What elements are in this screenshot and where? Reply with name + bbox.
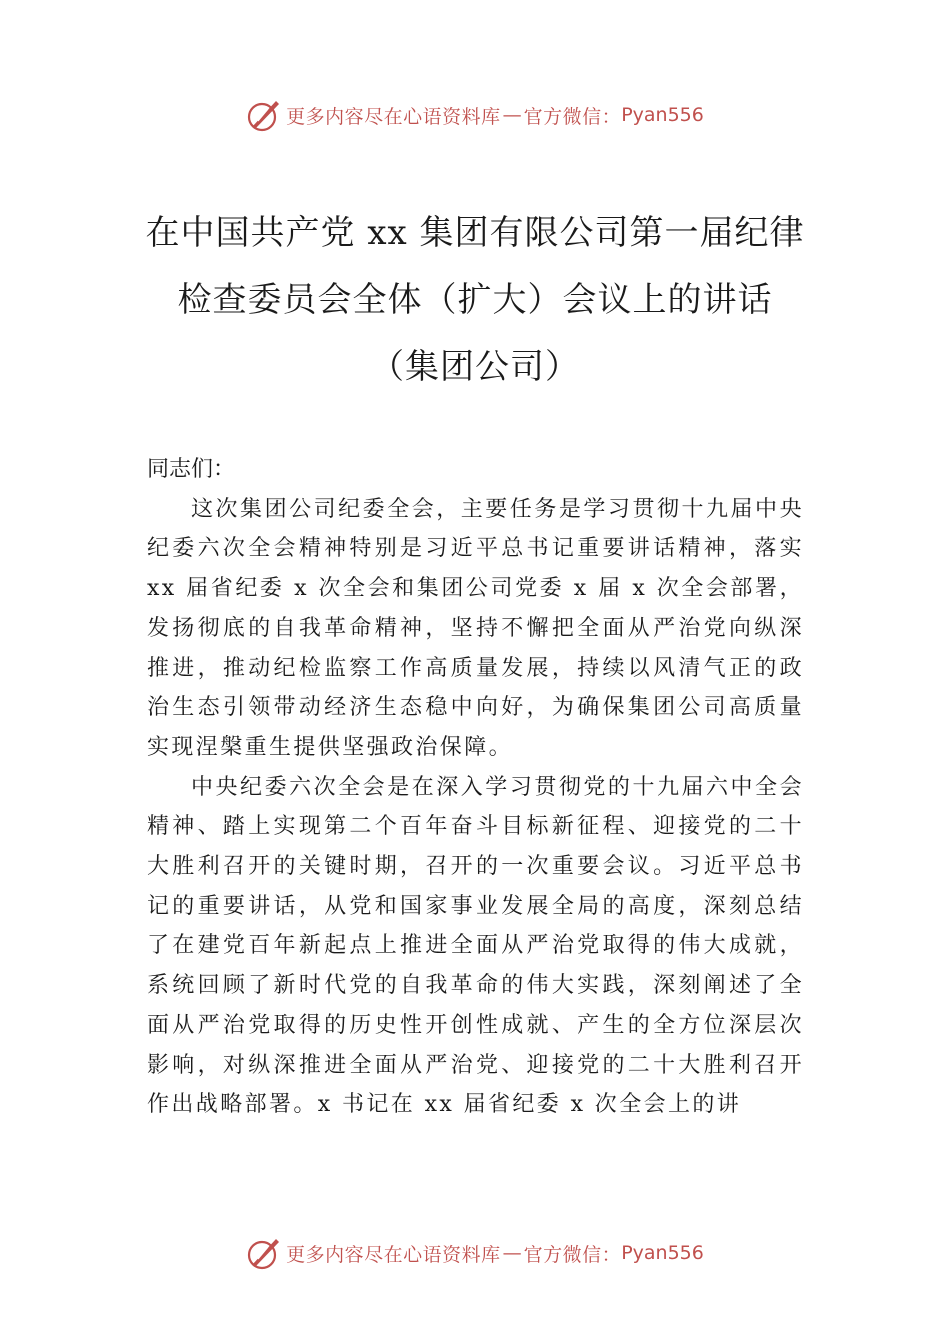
document-title: [100, 200, 850, 401]
document-body: [147, 450, 804, 1125]
banner-label: 官方微信：: [523, 1243, 622, 1266]
quill-logo-icon: [246, 97, 282, 133]
title-line-2: 检查委员会全体（扩大）会议上的讲话: [177, 280, 773, 320]
title-line-1: 在中国共产党 xx 集团有限公司第一届纪律: [145, 213, 805, 253]
banner-wechat-id: Pyan556: [621, 1242, 704, 1264]
quill-logo-icon: [246, 1235, 282, 1271]
title-line-3: （集团公司）: [370, 347, 580, 387]
banner-dash: —: [502, 104, 522, 126]
paragraph-1: 这次集团公司纪委全会，主要任务是学习贯彻十九届中央纪委六次全会精神特别是习近平总书记重要讲话精神，落实 xx 届省纪委 x 次全会和集团公司党委 x 届 x 次全会部署， 发扬彻底的自我革命精神，坚持不懈把全面从严治党向纵深推进，推动纪检监察工作高质量发展，持续以风清气正的政治生态引领带动经济生态稳中向好，为确保集团公司高质量实现涅槃重生提供坚强政治保障。: [147, 496, 804, 760]
paragraph-2: 中央纪委六次全会是在深入学习贯彻党的十九届六中全会精神、踏上实现第二个百年奋斗目标新征程、迎接党的二十大胜利召开的关键时期，召开的一次重要会议。习近平总书记的重要讲话，从党和国家事业发展全局的高度，深刻总结了在建党百年新起点上推进全面从严治党取得的伟大成就，系统回顾了新时代党的自我革命的伟大实践，深刻阐述了全面从严治党取得的历史性开创性成就、产生的全方位深层次影响，对纵深推进全面从严治党、迎接党的二十大胜利召开作出战略部署。x 书记在 xx 届省纪委 x 次全会上的讲: [147, 774, 804, 1118]
salutation: 同志们：: [147, 457, 236, 482]
footer-banner: [0, 1233, 950, 1273]
banner-text: 更多内容尽在心语资料库: [286, 1243, 501, 1266]
banner-text: 更多内容尽在心语资料库: [286, 105, 501, 128]
banner-label: 官方微信：: [523, 105, 622, 128]
banner-wechat-id: Pyan556: [621, 104, 704, 126]
header-banner: [0, 95, 950, 135]
banner-dash: —: [502, 1242, 522, 1264]
